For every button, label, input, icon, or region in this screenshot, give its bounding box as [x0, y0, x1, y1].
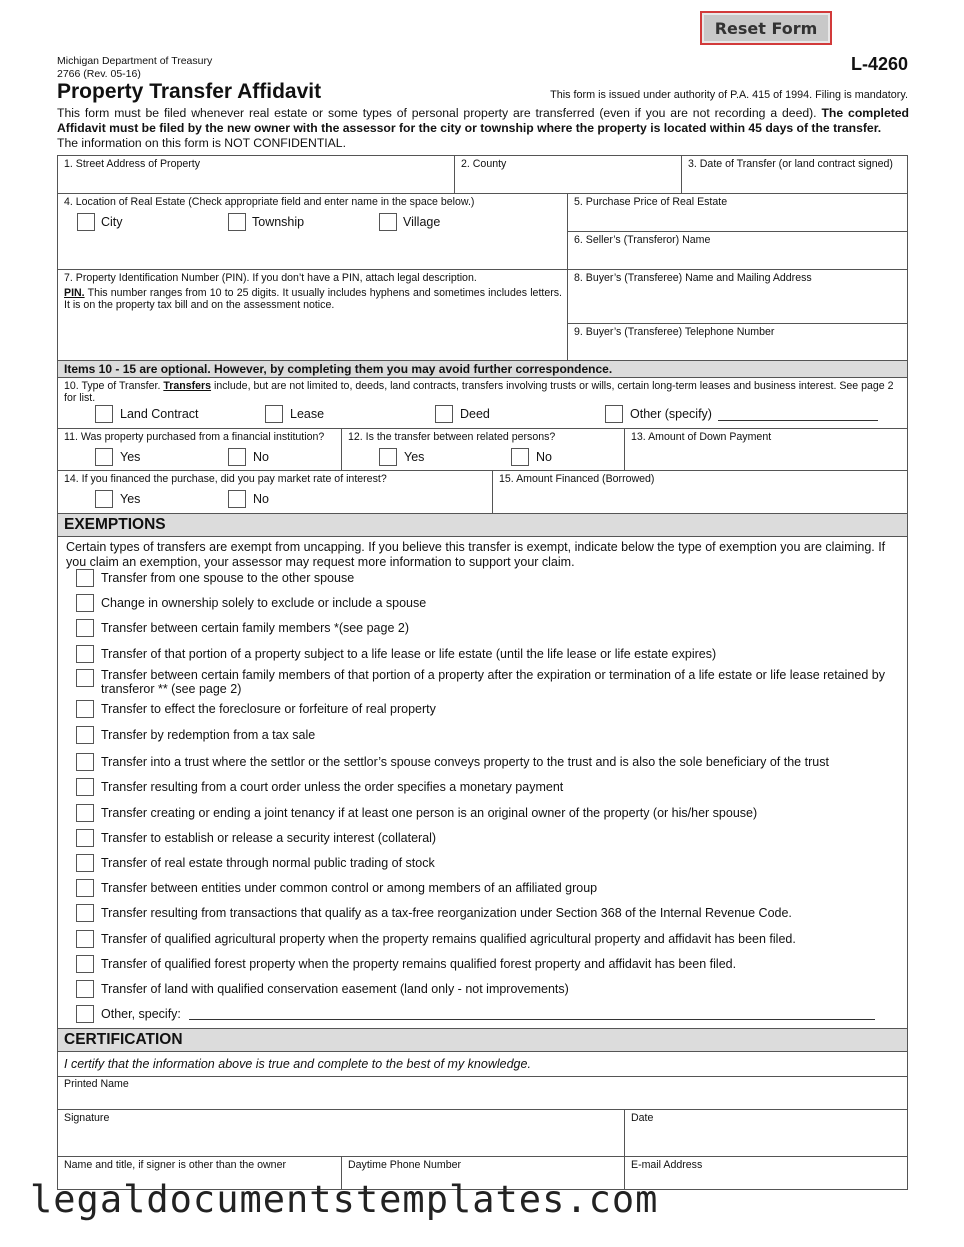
authority-note: This form is issued under authority of P.A. 415 of 1994. Filing is mandatory. — [550, 89, 908, 101]
signature-field[interactable] — [57, 1109, 625, 1157]
county-field[interactable] — [454, 155, 682, 194]
down-payment-label: 13. Amount of Down Payment — [631, 431, 772, 443]
q12-yes-label: Yes — [404, 450, 425, 464]
exemption-checkbox[interactable] — [76, 854, 94, 872]
seller-name-label: 6. Seller’s (Transferor) Name — [574, 234, 711, 246]
other-label: Other (specify) — [630, 407, 712, 421]
exemption-label: Transfer between certain family members *(see page 2) — [101, 621, 410, 635]
city-label: City — [101, 215, 123, 229]
exemption-label: Other, specify: — [101, 1007, 181, 1021]
exemption-checkbox[interactable] — [76, 955, 94, 973]
exemption-label: Transfer between certain family members of that portion of a property after the expiration or termination of a life estate or life lease retained by transferor ** (see page 2) — [101, 668, 885, 696]
street-address-field[interactable] — [57, 155, 455, 194]
page-title: Property Transfer Affidavit — [57, 80, 322, 103]
seller-name-field[interactable] — [567, 231, 908, 270]
buyer-phone-label: 9. Buyer’s (Transferee) Telephone Number — [574, 326, 775, 338]
exemption-checkbox[interactable] — [76, 804, 94, 822]
q14-yes-label: Yes — [120, 492, 141, 506]
transfer-date-label: 3. Date of Transfer (or land contract signed) — [688, 158, 893, 170]
deed-label: Deed — [460, 407, 490, 421]
q14-yes-checkbox[interactable] — [95, 490, 113, 508]
date-label: Date — [631, 1112, 654, 1124]
township-checkbox[interactable] — [228, 213, 246, 231]
location-field — [57, 193, 568, 270]
exemption-label: Transfer of land with qualified conservation easement (land only - not improvements) — [101, 982, 569, 996]
land-contract-label: Land Contract — [120, 407, 199, 421]
q11-yes-checkbox[interactable] — [95, 448, 113, 466]
email-field[interactable] — [624, 1156, 908, 1190]
down-payment-field[interactable] — [624, 428, 908, 471]
pin-heading: PIN. — [64, 287, 85, 299]
name-title-label: Name and title, if signer is other than the owner — [64, 1159, 286, 1171]
related-persons-label: 12. Is the transfer between related persons? — [348, 431, 556, 443]
pin-label: 7. Property Identification Number (PIN). If you don’t have a PIN, attach legal description. — [64, 272, 477, 284]
purchase-price-field[interactable] — [567, 193, 908, 232]
purchase-price-label: 5. Purchase Price of Real Estate — [574, 196, 728, 208]
exemption-checkbox[interactable] — [76, 930, 94, 948]
village-checkbox[interactable] — [379, 213, 397, 231]
street-address-label: 1. Street Address of Property — [64, 158, 201, 170]
exemption-checkbox[interactable] — [76, 619, 94, 637]
certification-statement-box — [57, 1051, 908, 1077]
city-checkbox[interactable] — [77, 213, 95, 231]
financial-institution-label: 11. Was property purchased from a financial institution? — [64, 431, 325, 443]
pin-note — [64, 287, 562, 311]
transfer-type-text: include, but are not limited to, deeds, land contracts, transfers involving trusts or wills, certain long-term leases and business interest. See page 2 for list. — [64, 380, 894, 404]
printed-name-field[interactable] — [57, 1076, 908, 1110]
signature-label: Signature — [64, 1112, 110, 1124]
intro-part-2: The information on this form is NOT CONFIDENTIAL. — [57, 136, 346, 150]
certification-statement: I certify that the information above is true and complete to the best of my knowledge. — [64, 1057, 531, 1071]
form-number: L-4260 — [850, 54, 908, 74]
exemption-checkbox[interactable] — [76, 753, 94, 771]
village-label: Village — [403, 215, 441, 229]
amount-financed-field[interactable] — [492, 470, 908, 514]
q12-no-checkbox[interactable] — [511, 448, 529, 466]
buyer-name-label: 8. Buyer’s (Transferee) Name and Mailing Address — [574, 272, 812, 284]
exemption-checkbox[interactable] — [76, 1005, 94, 1023]
exemption-label: Transfer resulting from transactions that qualify as a tax-free reorganization under Section 368 of the Internal Revenue Code. — [101, 906, 792, 920]
exemption-checkbox[interactable] — [76, 726, 94, 744]
exemption-label: Transfer resulting from a court order unless the order specifies a monetary payment — [101, 780, 564, 794]
intro-text — [57, 106, 909, 151]
other-exemption-line[interactable] — [189, 1006, 875, 1020]
other-checkbox[interactable] — [605, 405, 623, 423]
exemption-label: Transfer between entities under common control or among members of an affiliated group — [101, 881, 598, 895]
exemption-label: Transfer of real estate through normal public trading of stock — [101, 856, 435, 870]
deed-checkbox[interactable] — [435, 405, 453, 423]
department-name: Michigan Department of Treasury — [57, 55, 213, 67]
lease-label: Lease — [290, 407, 325, 421]
exemption-checkbox[interactable] — [76, 778, 94, 796]
exemption-checkbox[interactable] — [76, 904, 94, 922]
exemption-checkbox[interactable] — [76, 645, 94, 663]
exemption-label: Transfer to establish or release a security interest (collateral) — [101, 831, 437, 845]
exemption-checkbox[interactable] — [76, 829, 94, 847]
exemptions-intro: Certain types of transfers are exempt from uncapping. If you believe this transfer is exempt, indicate below the type of exemption you are claiming. If you claim an exemption, your assessor may request more information to support your claim. — [66, 540, 886, 569]
exemptions-heading: EXEMPTIONS — [57, 513, 908, 537]
buyer-phone-field[interactable] — [567, 323, 908, 361]
pin-field[interactable] — [57, 269, 568, 361]
intro-bold: The completed Affidavit must be filed by the new owner with the assessor for the city or township where the property is located within 45 days of the transfer. — [57, 106, 909, 135]
certification-heading: CERTIFICATION — [57, 1028, 908, 1052]
transfer-date-field[interactable] — [681, 155, 908, 194]
amount-financed-label: 15. Amount Financed (Borrowed) — [499, 473, 655, 485]
watermark-text: legaldocumentstemplates.com — [30, 1178, 659, 1221]
lease-checkbox[interactable] — [265, 405, 283, 423]
exemption-checkbox[interactable] — [76, 594, 94, 612]
exemption-label: Transfer creating or ending a joint tenancy if at least one person is an original owner of the property (or his/her spouse) — [101, 806, 758, 820]
location-label: 4. Location of Real Estate (Check appropriate field and enter name in the space below.) — [64, 196, 475, 208]
q11-no-checkbox[interactable] — [228, 448, 246, 466]
date-field[interactable] — [624, 1109, 908, 1157]
intro-part-1: This form must be filed whenever real estate or some types of personal property are transferred (even if you are not recording a deed). — [57, 106, 817, 120]
exemption-label: Transfer of qualified agricultural property when the property remains qualified agricultural property and affidavit has been filed. — [101, 932, 796, 946]
exemption-checkbox[interactable] — [76, 980, 94, 998]
q14-no-checkbox[interactable] — [228, 490, 246, 508]
exemption-label: Transfer of that portion of a property subject to a life lease or life estate (until the life lease or life estate expires) — [101, 647, 717, 661]
transfer-type-field — [57, 377, 908, 429]
buyer-name-field[interactable] — [567, 269, 908, 324]
optional-banner: Items 10 - 15 are optional. However, by completing them you may avoid further correspondence. — [57, 360, 908, 378]
land-contract-checkbox[interactable] — [95, 405, 113, 423]
exemption-label: Transfer to effect the foreclosure or forfeiture of real property — [101, 702, 436, 716]
exemption-label: Transfer from one spouse to the other spouse — [101, 571, 355, 585]
exemption-label: Transfer into a trust where the settlor or the settlor’s spouse conveys property to the trust and is also the sole beneficiary of the trust — [101, 755, 829, 769]
email-label: E-mail Address — [631, 1159, 703, 1171]
transfers-link: Transfers — [163, 380, 212, 392]
q14-no-label: No — [253, 492, 269, 506]
q12-no-label: No — [536, 450, 552, 464]
q11-yes-label: Yes — [120, 450, 141, 464]
exemption-checkbox[interactable] — [76, 700, 94, 718]
q11-no-label: No — [253, 450, 269, 464]
pin-note-text: This number ranges from 10 to 25 digits. It usually includes hyphens and sometimes includes letters. It is on the property tax bill and on the assessment notice. — [64, 287, 562, 311]
exemption-checkbox[interactable] — [76, 879, 94, 897]
form-revision: 2766 (Rev. 05-16) — [57, 68, 141, 80]
other-specify-line[interactable] — [718, 405, 878, 421]
reset-form-button[interactable]: Reset Form — [700, 11, 832, 45]
exemption-label: Transfer of qualified forest property when the property remains qualified forest property and affidavit has been filed. — [101, 957, 737, 971]
county-label: 2. County — [461, 158, 507, 170]
daytime-phone-label: Daytime Phone Number — [348, 1159, 462, 1171]
transfer-type-prefix: 10. Type of Transfer. — [64, 380, 161, 392]
exemption-checkbox[interactable] — [76, 569, 94, 587]
exemption-label: Change in ownership solely to exclude or include a spouse — [101, 596, 427, 610]
transfer-type-label — [64, 380, 902, 404]
q12-yes-checkbox[interactable] — [379, 448, 397, 466]
printed-name-label: Printed Name — [64, 1078, 129, 1090]
township-label: Township — [252, 215, 305, 229]
exemption-label: Transfer by redemption from a tax sale — [101, 728, 316, 742]
market-rate-label: 14. If you financed the purchase, did you pay market rate of interest? — [64, 473, 387, 485]
exemption-checkbox[interactable] — [76, 669, 94, 687]
